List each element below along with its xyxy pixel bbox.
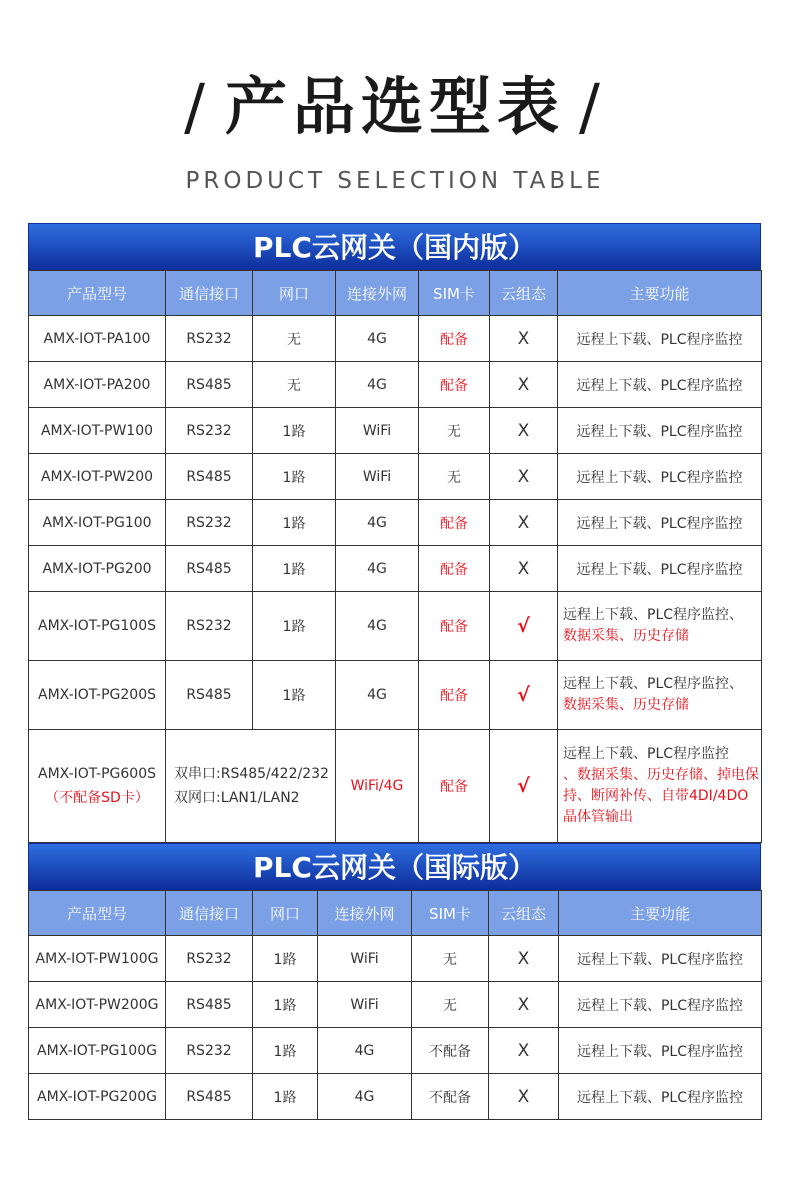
header-interface: 通信接口 [166, 271, 253, 316]
cell-cloud: X [490, 500, 558, 546]
header-network: 连接外网 [318, 891, 412, 936]
table-row [29, 500, 762, 546]
cell-network: 4G [336, 546, 419, 592]
title-slash-left: / [184, 70, 211, 143]
cell-sim: 不配备 [412, 1074, 489, 1120]
header-sim: SIM卡 [412, 891, 489, 936]
header-cloud: 云组态 [489, 891, 559, 936]
cell-interface: RS485 [166, 454, 253, 500]
cell-ethernet: 1路 [253, 546, 336, 592]
page-subtitle: PRODUCT SELECTION TABLE [185, 168, 605, 194]
cell-network: WiFi [336, 454, 419, 500]
cell-network: 4G [318, 1028, 412, 1074]
cell-sim: 配备 [419, 730, 490, 843]
cell-sim: 配备 [419, 546, 490, 592]
cell-function: 远程上下载、PLC程序监控 [559, 1074, 762, 1120]
header-model: 产品型号 [29, 891, 166, 936]
cell-model: AMX-IOT-PG200G [29, 1074, 166, 1120]
cell-sim: 配备 [419, 592, 490, 661]
interface-ethernet: 双网口:LAN1/LAN2 [174, 790, 300, 806]
function-basic: 远程上下载、PLC程序监控、 [563, 676, 744, 692]
cell-function: 远程上下载、PLC程序监控 [558, 500, 762, 546]
cell-model: AMX-IOT-PW100 [29, 408, 166, 454]
international-banner: PLC云网关（国际版） [28, 843, 761, 890]
table-row [29, 936, 762, 982]
cell-ethernet: 无 [253, 316, 336, 362]
header-function: 主要功能 [559, 891, 762, 936]
cell-interface: RS485 [166, 982, 253, 1028]
cell-interface: RS485 [166, 546, 253, 592]
cell-ethernet: 1路 [253, 936, 318, 982]
cell-cloud: X [489, 1028, 559, 1074]
table-row [29, 592, 762, 661]
cell-model [29, 730, 166, 843]
cell-cloud: X [489, 982, 559, 1028]
cell-function [558, 592, 762, 661]
cell-model: AMX-IOT-PG100S [29, 592, 166, 661]
international-table [28, 890, 762, 1120]
function-basic: 远程上下载、PLC程序监控 [563, 746, 730, 762]
table-row [29, 408, 762, 454]
international-section [28, 843, 761, 1120]
cell-model: AMX-IOT-PA100 [29, 316, 166, 362]
cell-network: 4G [336, 661, 419, 730]
header-cloud: 云组态 [490, 271, 558, 316]
cell-sim: 配备 [419, 316, 490, 362]
cell-cloud: X [489, 1074, 559, 1120]
table-header-row [29, 891, 762, 936]
function-basic: 远程上下载、PLC程序监控、 [563, 607, 744, 623]
cell-interface: RS232 [166, 1028, 253, 1074]
cell-sim: 无 [412, 936, 489, 982]
table-row [29, 454, 762, 500]
cell-cloud: √ [490, 661, 558, 730]
table-row [29, 1028, 762, 1074]
table-row [29, 546, 762, 592]
cell-cloud: √ [490, 730, 558, 843]
cell-ethernet: 1路 [253, 592, 336, 661]
header-ethernet: 网口 [253, 891, 318, 936]
model-name: AMX-IOT-PG600S [38, 766, 156, 782]
cell-network: 4G [336, 500, 419, 546]
cell-sim: 无 [412, 982, 489, 1028]
table-header-row [29, 271, 762, 316]
cell-model: AMX-IOT-PW200G [29, 982, 166, 1028]
cell-ethernet: 1路 [253, 1074, 318, 1120]
title-text: 产品选型表 [224, 70, 565, 143]
cell-ethernet: 1路 [253, 982, 318, 1028]
cell-cloud: X [490, 454, 558, 500]
cell-cloud: X [490, 546, 558, 592]
header-ethernet: 网口 [253, 271, 336, 316]
cell-function: 远程上下载、PLC程序监控 [559, 1028, 762, 1074]
cell-cloud: √ [490, 592, 558, 661]
function-extra: 数据采集、历史存储 [563, 697, 689, 713]
table-row [29, 982, 762, 1028]
domestic-banner: PLC云网关（国内版） [28, 223, 761, 270]
table-row [29, 316, 762, 362]
cell-interface: RS485 [166, 1074, 253, 1120]
header-network: 连接外网 [336, 271, 419, 316]
cell-cloud: X [489, 936, 559, 982]
header-sim: SIM卡 [419, 271, 490, 316]
cell-function [558, 730, 762, 843]
cell-network: WiFi [318, 982, 412, 1028]
cell-network: WiFi [318, 936, 412, 982]
cell-network: WiFi [336, 408, 419, 454]
table-row [29, 730, 762, 843]
cell-network: 4G [336, 592, 419, 661]
cell-ethernet: 1路 [253, 661, 336, 730]
cell-cloud: X [490, 408, 558, 454]
function-extra: 、数据采集、历史存储、掉电保持、断网补传、自带4DI/4DO晶体管输出 [563, 767, 759, 825]
cell-function [558, 661, 762, 730]
cell-cloud: X [490, 362, 558, 408]
cell-sim: 不配备 [412, 1028, 489, 1074]
cell-sim: 配备 [419, 661, 490, 730]
cell-interface: RS232 [166, 592, 253, 661]
cell-model: AMX-IOT-PG100G [29, 1028, 166, 1074]
cell-function: 远程上下载、PLC程序监控 [558, 454, 762, 500]
cell-sim: 配备 [419, 500, 490, 546]
cell-function: 远程上下载、PLC程序监控 [558, 408, 762, 454]
cell-network: 4G [336, 362, 419, 408]
cell-function: 远程上下载、PLC程序监控 [558, 316, 762, 362]
cell-ethernet: 1路 [253, 500, 336, 546]
cell-interface: RS232 [166, 936, 253, 982]
domestic-section [28, 223, 761, 843]
cell-network: 4G [336, 316, 419, 362]
cell-interface: RS232 [166, 500, 253, 546]
cell-function: 远程上下载、PLC程序监控 [559, 982, 762, 1028]
cell-ethernet: 无 [253, 362, 336, 408]
cell-model: AMX-IOT-PW100G [29, 936, 166, 982]
header-interface: 通信接口 [166, 891, 253, 936]
cell-model: AMX-IOT-PG100 [29, 500, 166, 546]
cell-ethernet: 1路 [253, 454, 336, 500]
interface-serial: 双串口:RS485/422/232 [174, 766, 329, 782]
model-note: （不配备SD卡） [45, 790, 149, 806]
table-row [29, 362, 762, 408]
cell-interface: RS485 [166, 661, 253, 730]
cell-interface: RS232 [166, 316, 253, 362]
header-model: 产品型号 [29, 271, 166, 316]
cell-interface [166, 730, 336, 843]
cell-cloud: X [490, 316, 558, 362]
cell-model: AMX-IOT-PG200S [29, 661, 166, 730]
cell-network: WiFi/4G [336, 730, 419, 843]
table-row [29, 1074, 762, 1120]
cell-model: AMX-IOT-PA200 [29, 362, 166, 408]
cell-ethernet: 1路 [253, 408, 336, 454]
cell-model: AMX-IOT-PG200 [29, 546, 166, 592]
cell-network: 4G [318, 1074, 412, 1120]
domestic-table [28, 270, 762, 843]
cell-interface: RS232 [166, 408, 253, 454]
cell-function: 远程上下载、PLC程序监控 [558, 546, 762, 592]
cell-sim: 无 [419, 408, 490, 454]
function-extra: 数据采集、历史存储 [563, 628, 689, 644]
table-row [29, 661, 762, 730]
title-slash-right: / [579, 70, 606, 143]
cell-function: 远程上下载、PLC程序监控 [558, 362, 762, 408]
header-function: 主要功能 [558, 271, 762, 316]
page-title [0, 62, 790, 152]
cell-sim: 配备 [419, 362, 490, 408]
cell-ethernet: 1路 [253, 1028, 318, 1074]
cell-function: 远程上下载、PLC程序监控 [559, 936, 762, 982]
cell-model: AMX-IOT-PW200 [29, 454, 166, 500]
cell-sim: 无 [419, 454, 490, 500]
cell-interface: RS485 [166, 362, 253, 408]
